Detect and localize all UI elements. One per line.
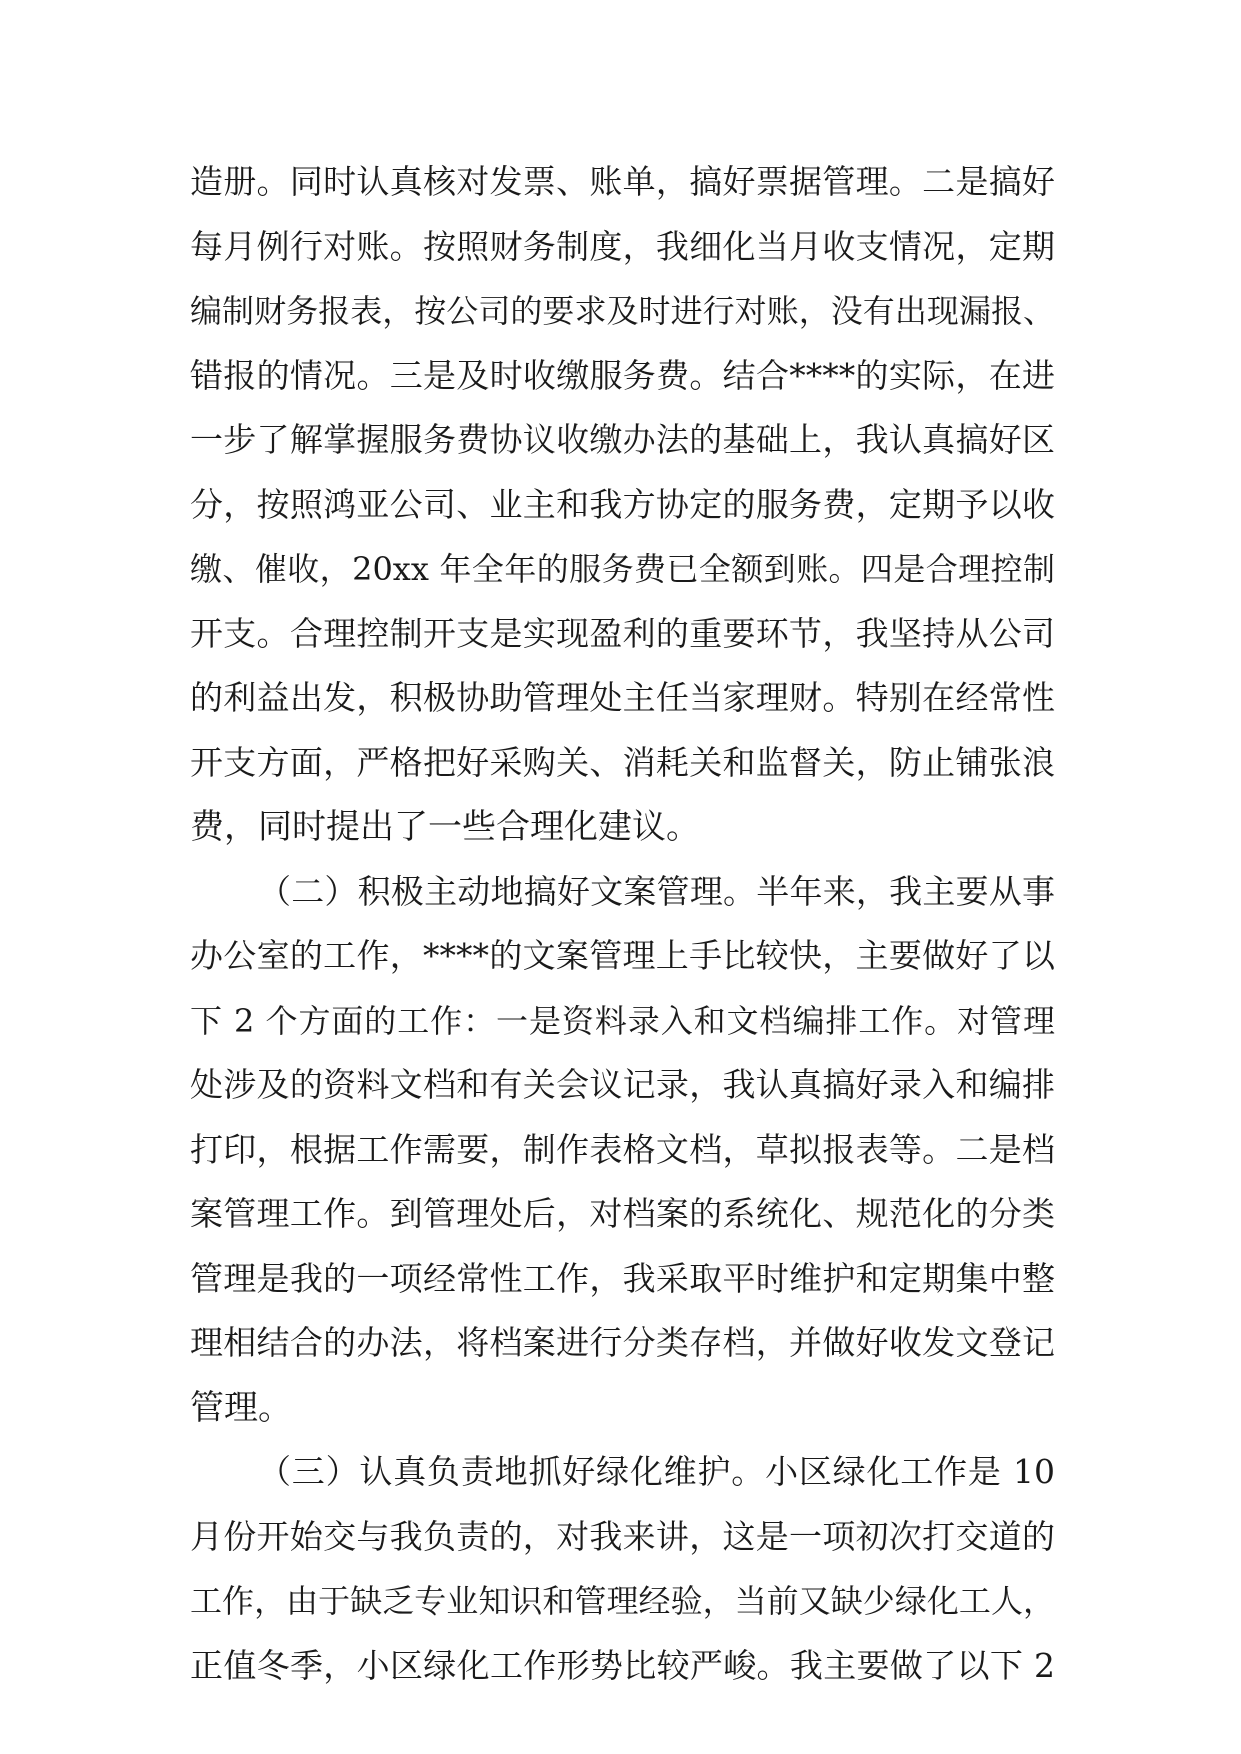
text-line: 费，同时提出了一些合理化建议。: [190, 807, 700, 847]
paragraph-finance: [190, 150, 1055, 860]
text-line: 办公室的工作，****的文案管理上手比较快，主要做好了以: [190, 936, 1055, 975]
text-line: 分，按照鸿亚公司、业主和我方协定的服务费，定期予以收: [190, 484, 1055, 524]
text-line: 的利益出发，积极协助管理处主任当家理财。特别在经常性: [190, 678, 1055, 717]
text-line: 处涉及的资料文档和有关会议记录，我认真搞好录入和编排: [190, 1065, 1055, 1104]
text-line: （二）积极主动地搞好文案管理。半年来，我主要从事: [258, 871, 1055, 911]
text-line: 管理是我的一项经常性工作，我采取平时维护和定期集中整: [190, 1258, 1055, 1298]
text-line: 一步了解掌握服务费协议收缴办法的基础上，我认真搞好区: [190, 420, 1055, 459]
document-body: [190, 150, 1055, 1698]
text-line: 编制财务报表，按公司的要求及时进行对账，没有出现漏报、: [190, 292, 1055, 330]
text-line: 工作，由于缺乏专业知识和管理经验，当前又缺少绿化工人，: [190, 1582, 1055, 1620]
text-line: 管理。: [190, 1387, 292, 1428]
paragraph-document-management: [190, 860, 1055, 1441]
paragraph-greening-maintenance: [190, 1440, 1055, 1698]
text-line: 造册。同时认真核对发票、账单，搞好票据管理。二是搞好: [190, 162, 1055, 201]
text-line: 打印，根据工作需要，制作表格文档，草拟报表等。二是档: [190, 1129, 1055, 1169]
text-line: 正值冬季，小区绿化工作形势比较严峻。我主要做了以下 2: [190, 1645, 1055, 1685]
text-line: 案管理工作。到管理处后，对档案的系统化、规范化的分类: [190, 1194, 1055, 1233]
text-line: 月份开始交与我负责的，对我来讲，这是一项初次打交道的: [190, 1516, 1055, 1556]
text-line: 开支。合理控制开支是实现盈利的重要环节，我坚持从公司: [190, 613, 1055, 653]
text-line: 下 2 个方面的工作：一是资料录入和文档编排工作。对管理: [190, 1001, 1055, 1040]
text-line: 缴、催收，20xx 年全年的服务费已全额到账。四是合理控制: [190, 550, 1055, 588]
text-line: 理相结合的办法，将档案进行分类存档，并做好收发文登记: [190, 1323, 1055, 1362]
text-line: 错报的情况。三是及时收缴服务费。结合****的实际，在进: [190, 355, 1055, 395]
text-line: 开支方面，严格把好采购关、消耗关和监督关，防止铺张浪: [190, 742, 1055, 782]
text-line: 每月例行对账。按照财务制度，我细化当月收支情况，定期: [190, 226, 1055, 266]
text-line: （三）认真负责地抓好绿化维护。小区绿化工作是 10: [258, 1452, 1055, 1491]
